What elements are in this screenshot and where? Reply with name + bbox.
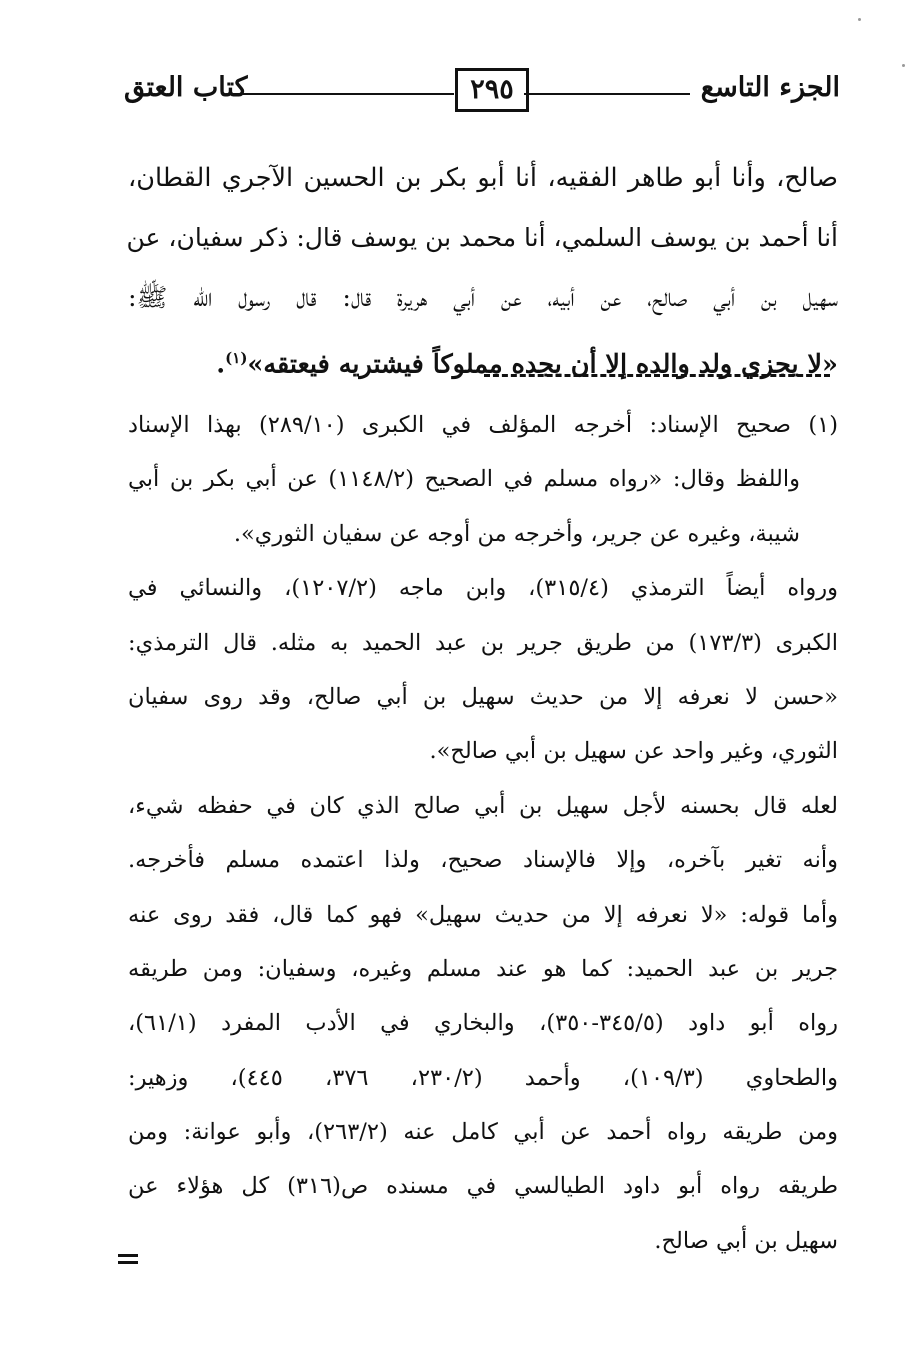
header-rule-left <box>228 93 454 95</box>
footnote-line: وأما قوله: «لا نعرفه إلا من حديث سهيل» فهو كما قال، فقد روى عنه <box>128 901 838 928</box>
footnote-divider <box>484 374 830 377</box>
page-number: ٢٩٥ <box>455 68 529 112</box>
footnote-line: جرير بن عبد الحميد: كما هو عند مسلم وغيره، وسفيان: ومن طريقه <box>128 955 838 982</box>
volume-title: الجزء التاسع <box>700 72 840 103</box>
footnote-line: واللفظ وقال: «رواه مسلم في الصحيح (١١٤٨/٢) عن أبي بكر بن أبي <box>128 466 800 493</box>
header-rule-right <box>524 93 690 95</box>
footnote-line <box>128 398 838 452</box>
footnote-line: وأنه تغير بآخره، وإلا فالإسناد صحيح، ولذا اعتمده مسلم فأخرجه. <box>128 847 838 874</box>
main-line: صالح، وأنا أبو طاهر الفقيه، أنا أبو بكر بن الحسين الآجري القطان، <box>128 163 838 193</box>
footnote-line: رواه أبو داود (٣٤٥/٥-٣٥٠)، والبخاري في الأدب المفرد (٦١/١)، <box>128 1010 838 1037</box>
footnote-line-text: صحيح الإسناد: أخرجه المؤلف في الكبرى (٢٨٩/١٠) بهذا الإسناد <box>128 412 791 438</box>
continuation-bar <box>118 1261 138 1264</box>
footnote-line: سهيل بن أبي صالح. <box>654 1227 838 1254</box>
main-line: سهيل بن أبي صالح، عن أبيه، عن أبي هريرة قال: قال رسول الله ﷺ: <box>128 283 838 313</box>
footnote-line: والطحاوي (١٠٩/٣)، وأحمد (٢٣٠/٢، ٣٧٦، ٤٤٥)، وزهير: <box>128 1064 838 1091</box>
running-header <box>116 66 840 122</box>
scan-speck <box>902 64 905 67</box>
footnotes <box>128 398 838 1268</box>
footnote-line: شيبة، وغيره عن جرير، وأخرجه من أوجه عن سفيان الثوري». <box>233 520 800 547</box>
footnote-line: ومن طريقه رواه أحمد عن أبي كامل عنه (٢٦٣/٢)، وأبو عوانة: ومن <box>128 1119 838 1146</box>
hadith-period: . <box>216 349 226 380</box>
footnote-line: ورواه أيضاً الترمذي (٣١٥/٤)، وابن ماجه (١٢٠٧/٢)، والنسائي في <box>128 575 838 602</box>
footnote-line: لعله قال بحسنه لأجل سهيل بن أبي صالح الذي كان في حفظه شيء، <box>128 792 838 819</box>
scan-speck <box>858 18 861 21</box>
continuation-bar <box>118 1254 138 1257</box>
footnote-line: الثوري، وغير واحد عن سهيل بن أبي صالح». <box>429 738 838 765</box>
main-text <box>128 148 838 388</box>
hadith-line <box>128 328 838 388</box>
book-title: كتاب العتق <box>124 72 248 103</box>
footnote-reference[interactable]: (١) <box>225 349 248 367</box>
hadith-text: «لا يجزي ولد والده إلا أن يجده مملوكاً فيشتريه فيعتقه» <box>247 349 838 380</box>
continuation-mark <box>118 1254 138 1268</box>
footnote-line: «حسن لا نعرفه إلا من حديث سهيل بن أبي صالح، وقد روى سفيان <box>128 683 838 710</box>
footnote-number: (١) <box>808 412 838 438</box>
footnote-line: طريقه رواه أبو داود الطيالسي في مسنده ص(٣١٦) كل هؤلاء عن <box>128 1173 838 1200</box>
main-line: أنا أحمد بن يوسف السلمي، أنا محمد بن يوسف قال: ذكر سفيان، عن <box>126 223 838 252</box>
footnote-line: الكبرى (١٧٣/٣) من طريق جرير بن عبد الحميد به مثله. قال الترمذي: <box>128 629 838 656</box>
